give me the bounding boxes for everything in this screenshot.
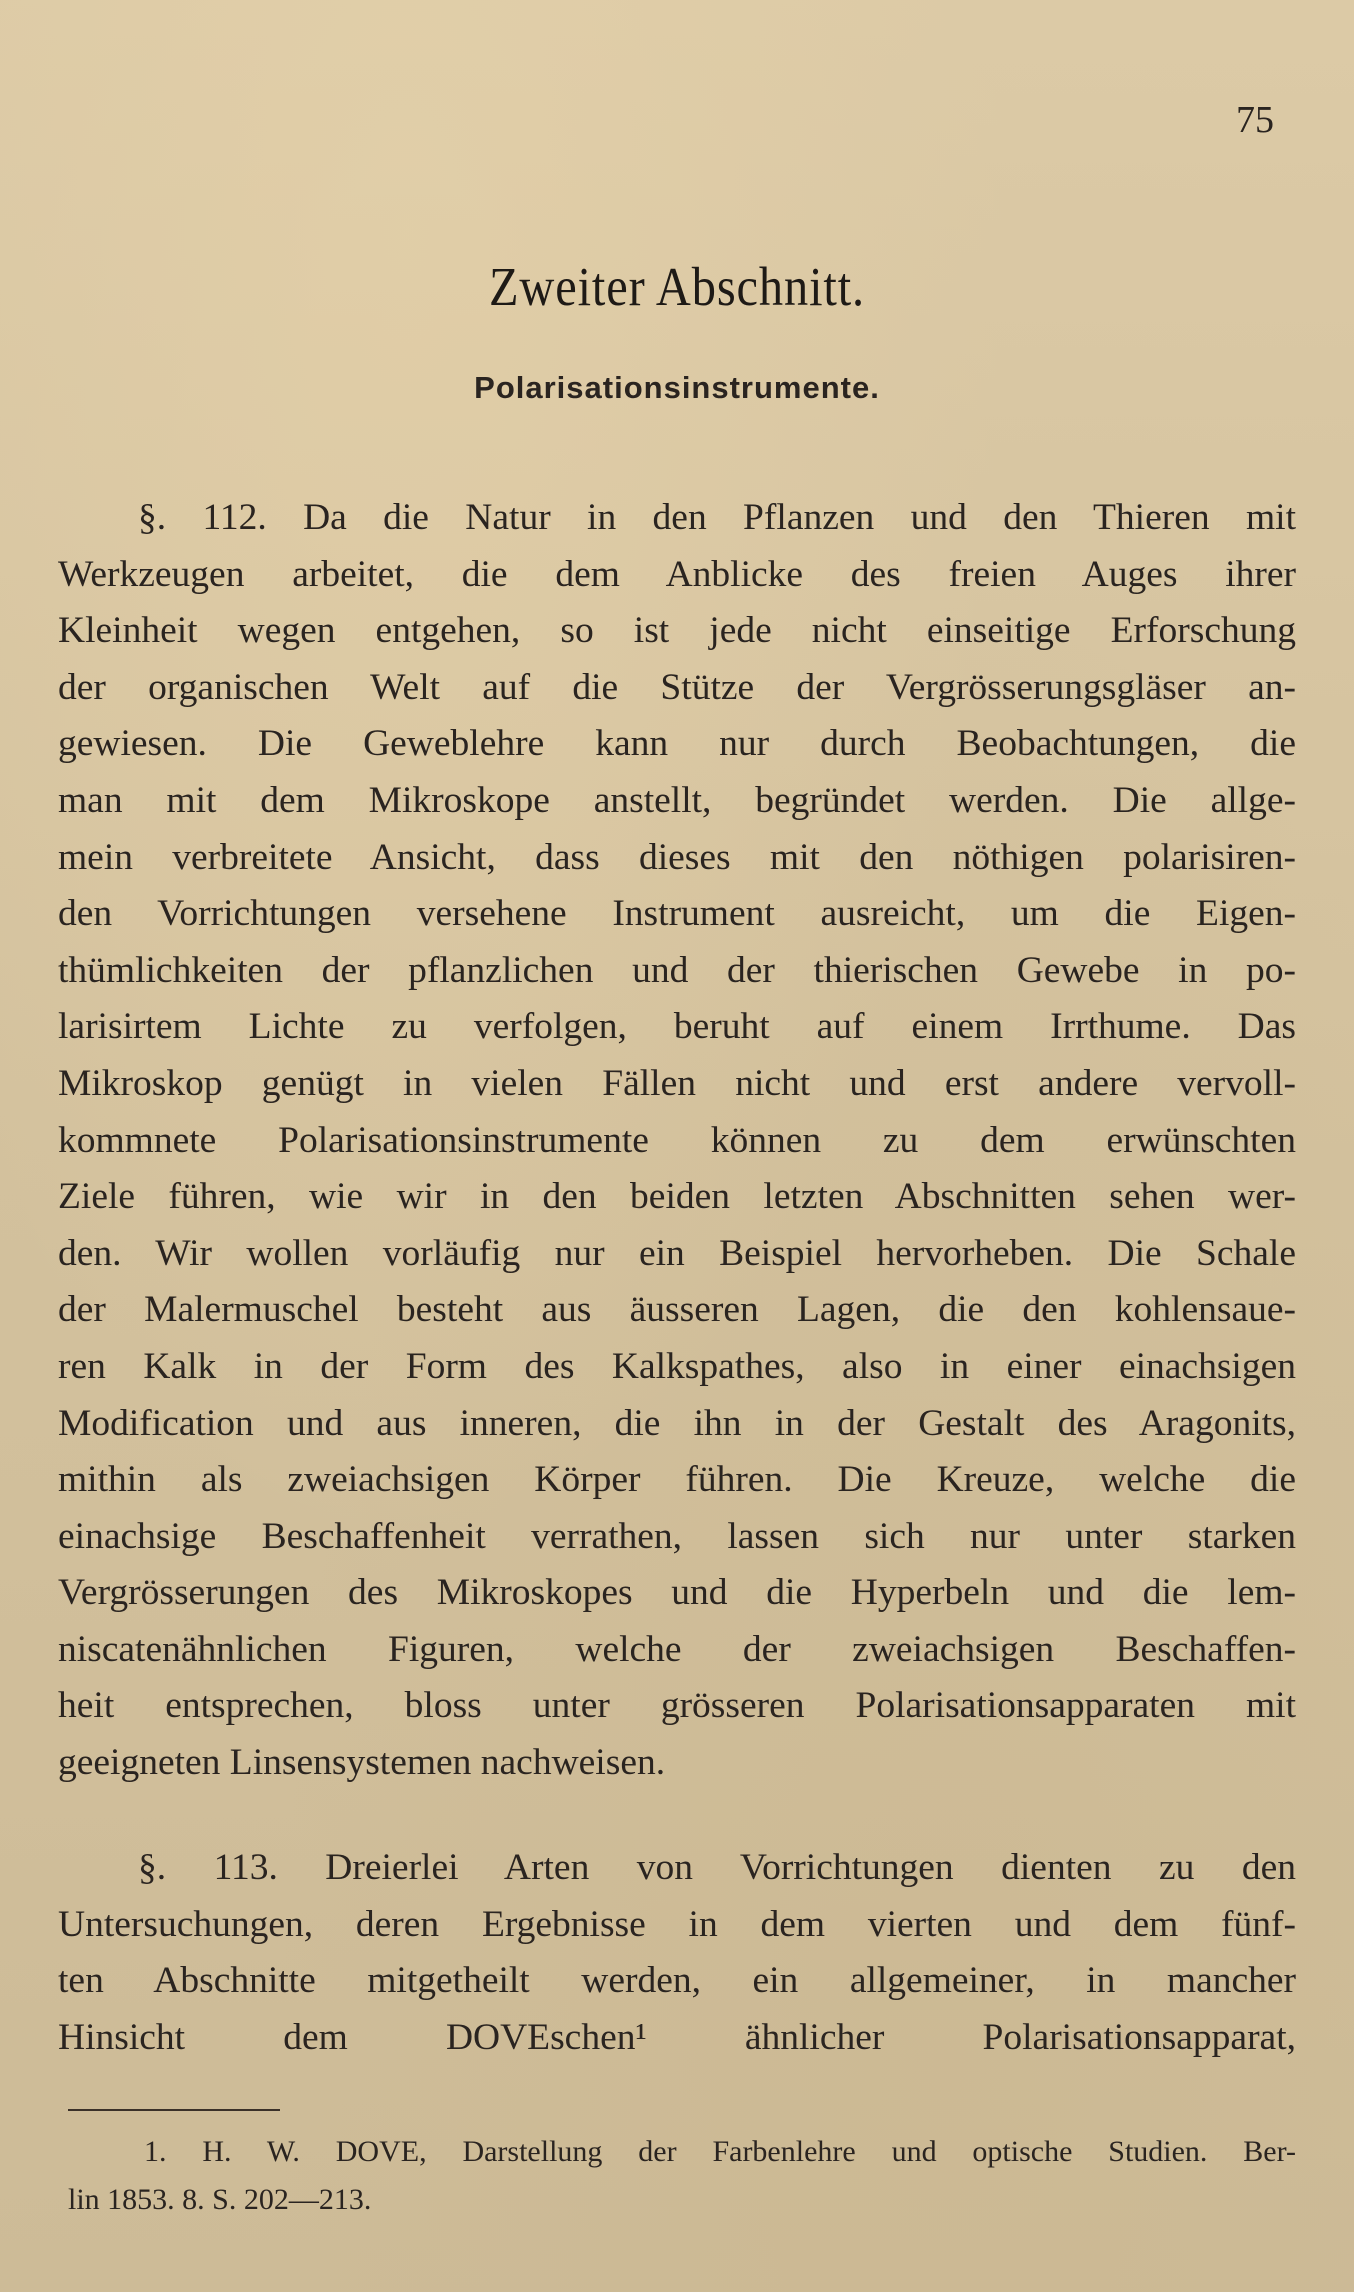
- text-line: kommnete Polarisationsinstrumente können zu dem erwünschten: [58, 1119, 1296, 1161]
- footnote-line: 1. H. W. DOVE, Darstellung der Farbenlehre und optische Studien. Ber-: [144, 2135, 1296, 2168]
- text-line: Hinsicht dem DOVEschen¹ ähnlicher Polarisationsapparat,: [58, 2016, 1296, 2058]
- page-number: 75: [1236, 99, 1274, 141]
- section-subtitle: Polarisationsinstrumente.: [474, 370, 880, 405]
- text-line: den Vorrichtungen versehene Instrument ausreicht, um die Eigen-: [58, 893, 1296, 935]
- text-line: gewiesen. Die Geweblehre kann nur durch Beobachtungen, die: [58, 723, 1296, 765]
- text-line: §. 113. Dreierlei Arten von Vorrichtungen dienten zu den: [138, 1847, 1296, 1888]
- text-line: mein verbreitete Ansicht, dass dieses mit den nöthigen polarisiren-: [58, 836, 1296, 878]
- text-line: geeigneten Linsensystemen nachweisen.: [58, 1742, 666, 1784]
- footnote-line: lin 1853. 8. S. 202—213.: [68, 2183, 372, 2216]
- text-line: ten Abschnitte mitgetheilt werden, ein allgemeiner, in mancher: [58, 1960, 1296, 2002]
- text-line: den. Wir wollen vorläufig nur ein Beispiel hervorheben. Die Schale: [58, 1232, 1296, 1274]
- footnote-divider: [68, 2109, 280, 2111]
- text-line: der Malermuschel besteht aus äusseren Lagen, die den kohlensaue-: [58, 1289, 1296, 1331]
- text-line: einachsige Beschaffenheit verrathen, lassen sich nur unter starken: [58, 1515, 1296, 1557]
- text-line: mithin als zweiachsigen Körper führen. Die Kreuze, welche die: [58, 1459, 1296, 1501]
- text-line: Untersuchungen, deren Ergebnisse in dem vierten und dem fünf-: [58, 1903, 1296, 1945]
- text-line: ren Kalk in der Form des Kalkspathes, also in einer einachsigen: [58, 1345, 1296, 1387]
- text-line: Mikroskop genügt in vielen Fällen nicht und erst andere vervoll-: [58, 1062, 1296, 1104]
- text-line: Modification und aus inneren, die ihn in der Gestalt des Aragonits,: [58, 1402, 1296, 1444]
- text-line: thümlichkeiten der pflanzlichen und der thierischen Gewebe in po-: [58, 949, 1296, 991]
- paragraph-113: [58, 1840, 1296, 2066]
- text-line: Vergrösserungen des Mikroskopes und die Hyperbeln und die lem-: [58, 1572, 1296, 1614]
- text-line: Ziele führen, wie wir in den beiden letzten Abschnitten sehen wer-: [58, 1176, 1296, 1218]
- text-line: man mit dem Mikroskope anstellt, begründet werden. Die allge-: [58, 779, 1296, 821]
- text-line: der organischen Welt auf die Stütze der Vergrösserungsgläser an-: [58, 666, 1296, 708]
- text-line: niscatenähnlichen Figuren, welche der zweiachsigen Beschaffen-: [58, 1628, 1296, 1670]
- footnote: [68, 2128, 1296, 2224]
- section-title: Zweiter Abschnitt.: [488, 256, 866, 317]
- text-line: Kleinheit wegen entgehen, so ist jede nicht einseitige Erforschung: [58, 610, 1296, 652]
- text-line: larisirtem Lichte zu verfolgen, beruht auf einem Irrthume. Das: [58, 1006, 1296, 1048]
- text-line: heit entsprechen, bloss unter grösseren Polarisationsapparaten mit: [58, 1685, 1296, 1727]
- text-line: §. 112. Da die Natur in den Pflanzen und den Thieren mit: [138, 497, 1296, 538]
- paragraph-112: [58, 490, 1296, 1792]
- text-line: Werkzeugen arbeitet, die dem Anblicke des freien Auges ihrer: [58, 553, 1296, 595]
